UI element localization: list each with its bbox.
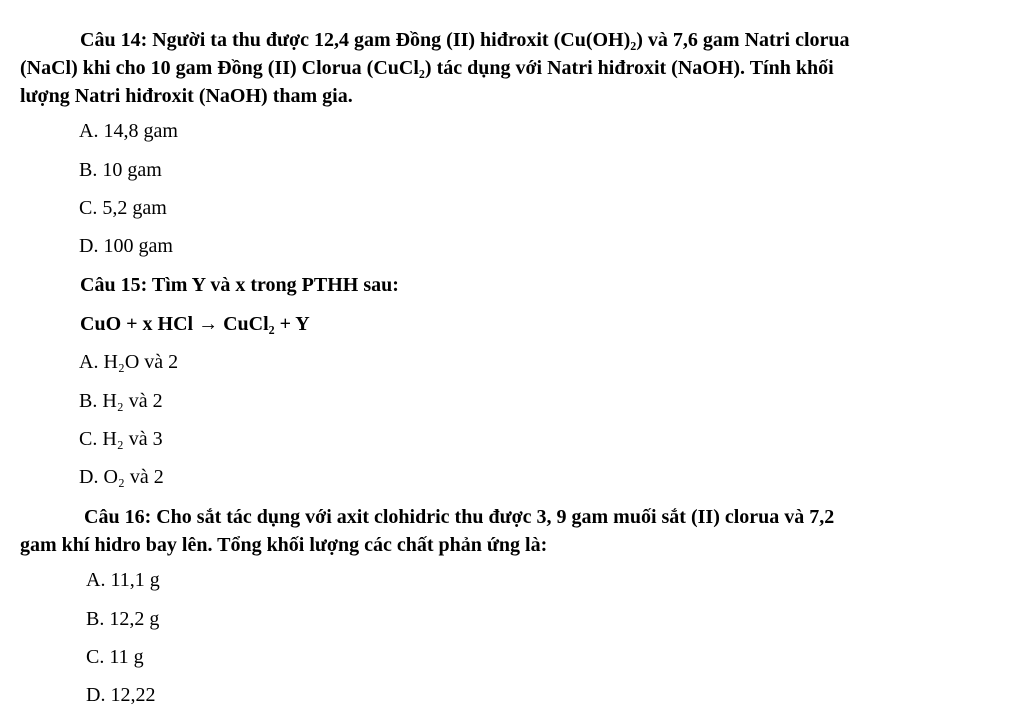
question-16-line-1: Câu 16: Cho sắt tác dụng với axit clohidric thu được 3, 9 gam muối sắt (II) clorua và 7,2	[84, 506, 835, 528]
question-15-option-d: D. O₂ và 2	[79, 466, 164, 488]
question-14-line-2: (NaCl) khi cho 10 gam Đồng (II) Clorua (CuCl₂) tác dụng với Natri hiđroxit (NaOH). Tính khối	[20, 57, 834, 79]
question-15-title: Câu 15: Tìm Y và x trong PTHH sau:	[80, 274, 399, 296]
question-14-line-1: Câu 14: Người ta thu được 12,4 gam Đồng (II) hiđroxit (Cu(OH)₂) và 7,6 gam Natri clorua	[80, 29, 850, 51]
question-16-option-d: D. 12,22	[86, 684, 156, 706]
question-14-option-a: A. 14,8 gam	[79, 120, 178, 142]
question-14-option-b: B. 10 gam	[79, 159, 162, 181]
question-14-option-c: C. 5,2 gam	[79, 197, 167, 219]
question-16-option-b: B. 12,2 g	[86, 608, 160, 630]
question-15-option-c: C. H₂ và 3	[79, 428, 163, 450]
question-14-option-d: D. 100 gam	[79, 235, 173, 257]
question-15-option-b: B. H₂ và 2	[79, 390, 163, 412]
question-15-equation: CuO + x HCl → CuCl₂ + Y	[80, 313, 310, 335]
question-14-line-3: lượng Natri hiđroxit (NaOH) tham gia.	[20, 85, 353, 107]
question-16-option-c: C. 11 g	[86, 646, 144, 668]
question-16-line-2: gam khí hidro bay lên. Tổng khối lượng các chất phản ứng là:	[20, 534, 548, 556]
question-16-option-a: A. 11,1 g	[86, 569, 160, 591]
question-15-option-a: A. H₂O và 2	[79, 351, 179, 373]
